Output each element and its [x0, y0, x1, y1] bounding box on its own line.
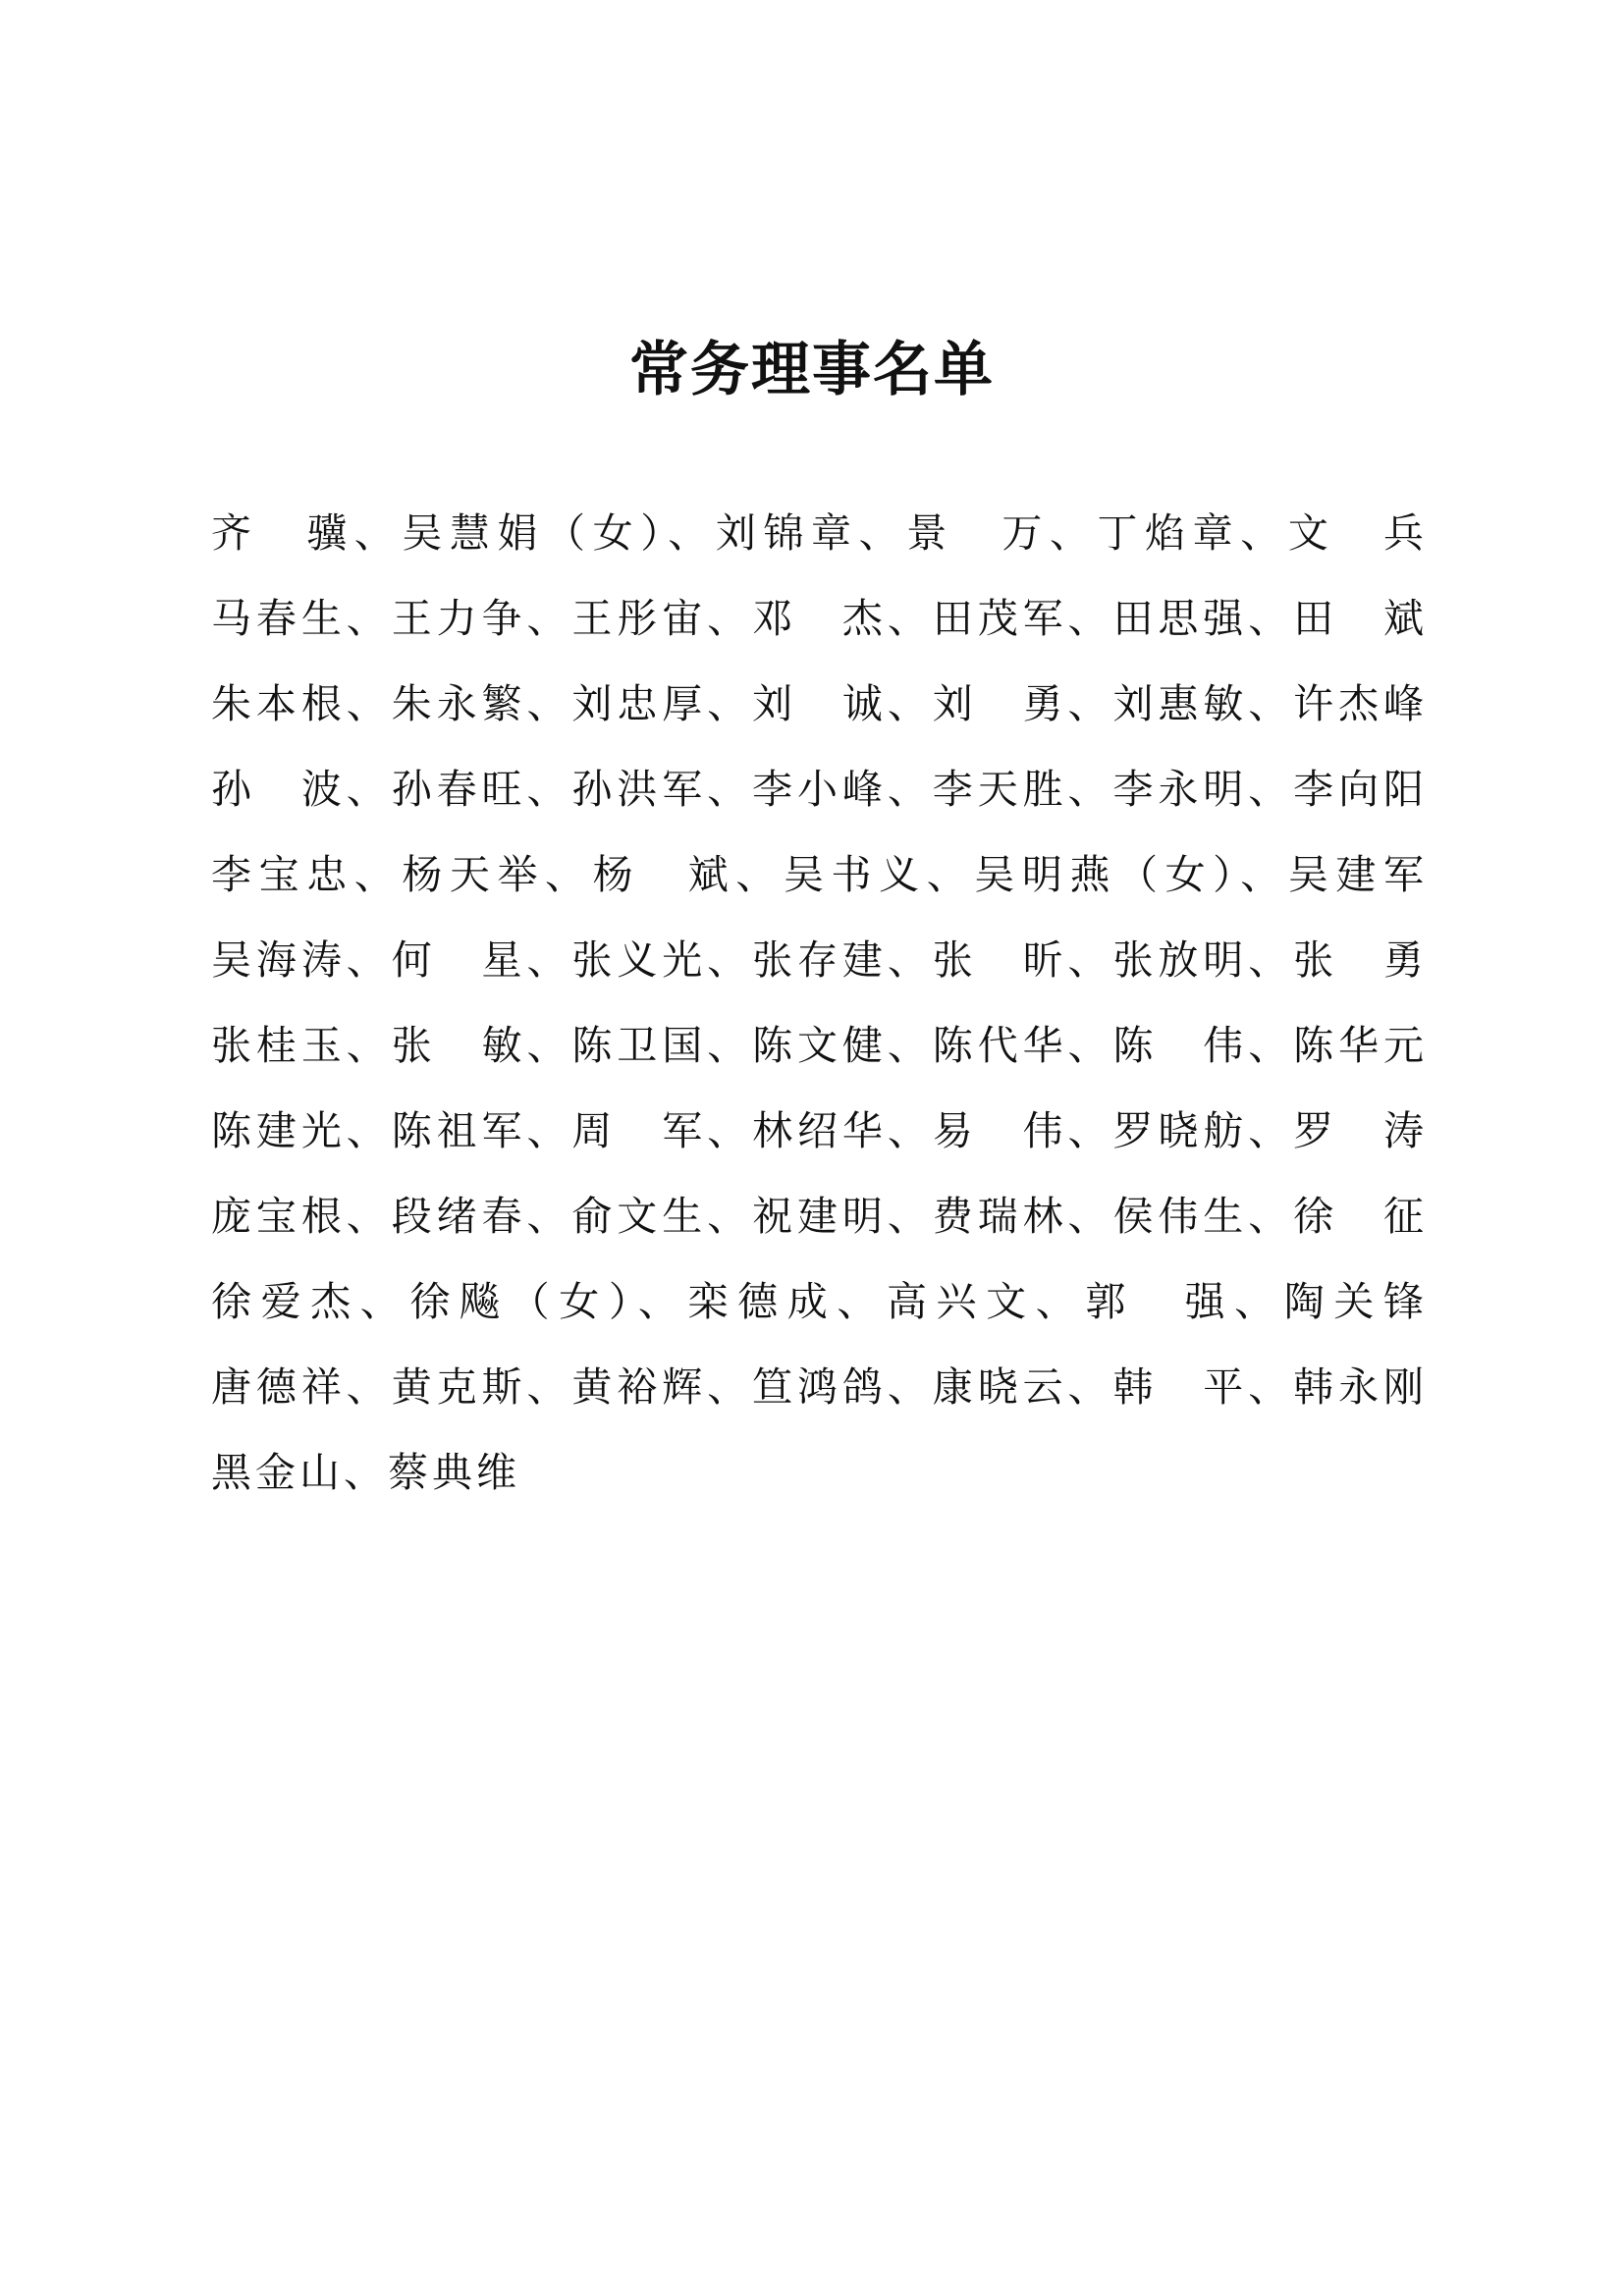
name-line: 李宝忠、杨天举、杨 斌、吴书义、吴明燕（女）、吴建军 [211, 851, 1424, 898]
name-line: 黑金山、蔡典维 [211, 1449, 520, 1496]
name-line: 孙 波、孙春旺、孙洪军、李小峰、李天胜、李永明、李向阳 [211, 766, 1424, 813]
name-line: 徐爱杰、徐飚（女）、栾德成、高兴文、郭 强、陶关锋 [211, 1278, 1424, 1325]
name-line: 吴海涛、何 星、张义光、张存建、张 昕、张放明、张 勇 [211, 936, 1424, 984]
name-line: 朱本根、朱永繁、刘忠厚、刘 诚、刘 勇、刘惠敏、许杰峰 [211, 680, 1424, 727]
document-title: 常务理事名单 [629, 336, 995, 404]
name-line: 庞宝根、段绪春、俞文生、祝建明、费瑞林、侯伟生、徐 征 [211, 1193, 1424, 1240]
name-line: 张桂玉、张 敏、陈卫国、陈文健、陈代华、陈 伟、陈华元 [211, 1022, 1424, 1069]
name-line: 唐德祥、黄克斯、黄裕辉、笪鸿鸽、康晓云、韩 平、韩永刚 [211, 1363, 1424, 1411]
name-line: 陈建光、陈祖军、周 军、林绍华、易 伟、罗晓舫、罗 涛 [211, 1107, 1424, 1154]
name-line: 马春生、王力争、王彤宙、邓 杰、田茂军、田思强、田 斌 [211, 595, 1424, 642]
name-list [211, 491, 1424, 1516]
name-line: 齐 骥、吴慧娟（女）、刘锦章、景 万、丁焰章、文 兵 [211, 509, 1424, 557]
